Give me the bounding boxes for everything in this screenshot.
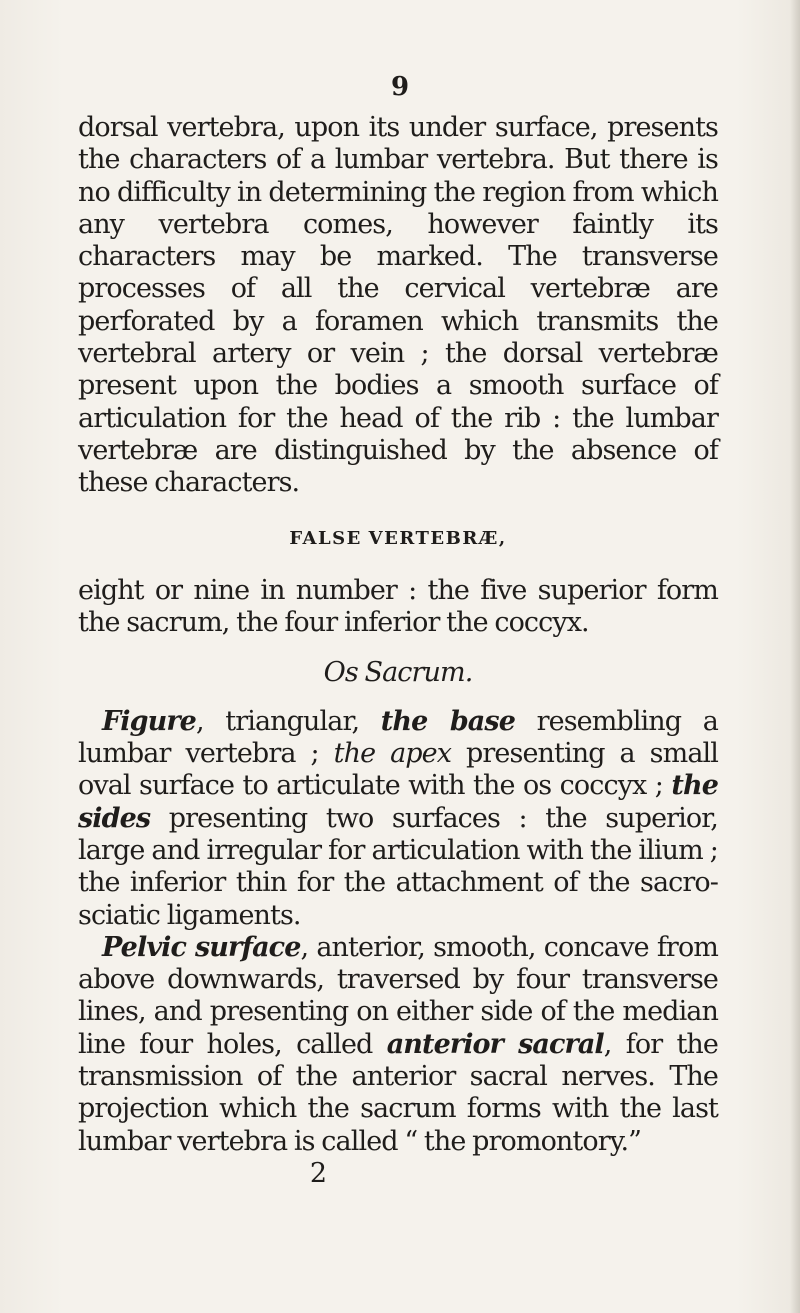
- subheading-os-sacrum: Os Sacrum.: [323, 657, 473, 689]
- text-run: presenting two surfaces : the superior, large and irregular for articulation with the ilium ; the inferior thin for the attachment of the sacro-sciatic ligaments.: [78, 802, 718, 931]
- page-edge-shadow: [790, 0, 800, 1313]
- text-run: resembling a lumbar vertebra ;: [78, 705, 718, 770]
- paragraph-figure: [78, 706, 718, 932]
- term-figure: Figure: [102, 705, 196, 737]
- term-sides: the sides: [78, 770, 718, 834]
- term-anterior-sacral: anterior sacral: [386, 1028, 604, 1060]
- term-apex: the apex: [333, 738, 452, 770]
- text-run: presenting a small oval surface to articulate with the os coccyx ;: [78, 738, 718, 802]
- body-text: [78, 112, 718, 1190]
- text-run: , triangular,: [195, 705, 381, 737]
- term-pelvic-surface: Pelvic surface: [102, 931, 301, 963]
- page-number: 9: [390, 72, 410, 102]
- text-run: , for the transmission of the anterior sacral nerves. The projection which the sacrum forms with the last lumbar vertebra is called “ the promontory.”: [78, 1028, 718, 1157]
- paragraph-dorsal-vertebra: dorsal vertebra, upon its under surface, presents the characters of a lumbar vertebra. But there is no difficulty in determining the region from which any vertebra comes, however faintly its characters may be marked. The transverse processes of all the cervical vertebræ are perforated by a foramen which transmits the vertebral artery or vein ; the dorsal vertebræ present upon the bodies a smooth surface of articulation for the head of the rib : the lumbar vertebræ are distinguished by the absence of these characters.: [78, 112, 718, 499]
- paragraph-false-vertebrae-count: eight or nine in number : the five superior form the sacrum, the four inferior the coccyx.: [78, 574, 718, 639]
- text-run: , anterior, smooth, concave from above downwards, traversed by four transverse lines, and presenting on either side of the median line four holes, called: [78, 931, 718, 1060]
- term-base: the base: [380, 705, 515, 737]
- heading-false-vertebrae: FALSE VERTEBRÆ,: [289, 527, 507, 549]
- signature-mark: 2: [309, 1157, 327, 1189]
- paragraph-pelvic-surface: [78, 932, 718, 1158]
